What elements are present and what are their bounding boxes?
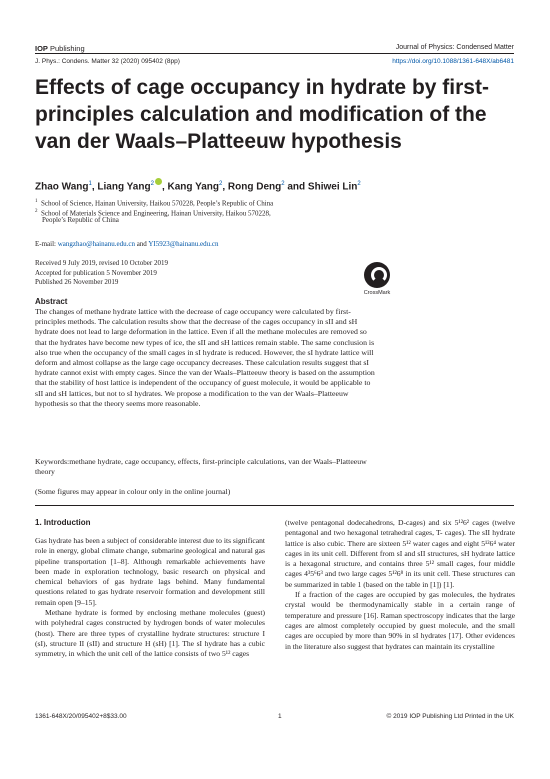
abstract-heading: Abstract: [35, 297, 68, 306]
paper-title: Effects of cage occupancy in hydrate by first-principles calculation and modification of the van der Waals–Platteeuw hypothesis: [35, 76, 489, 153]
author-name: Kang Yang: [167, 181, 219, 193]
article-dates: [35, 259, 168, 288]
paragraph: (twelve pentagonal dodecahedrons, D-cages) and six 5¹²6² cages (twelve pentagonal and two hexagonal tetrahedral cages, T- cages). The sII hydrate lattice is also cubic. There are sixteen 5¹² water cages and eight 5¹²6⁴ water cages in its unit cell. Different from sI and sII structures, sH hydrate lattice is a hexagonal structure, and contains three 5¹² small cages, four middle cages 4³5⁶6³ and two large cages 5¹²6⁸ in its unit cell. These structures can be summarized in table 1 (based on the table in [1]) [1].: [285, 518, 515, 589]
author-name: Shiwei Lin: [307, 181, 358, 193]
accepted-date: Accepted for publication 5 November 2019: [35, 268, 157, 277]
left-column: [35, 536, 265, 660]
running-header: [35, 44, 514, 58]
affiliation-mark[interactable]: 1: [88, 181, 92, 187]
paragraph: Methane hydrate is formed by enclosing methane molecules (guest) with polyhedral cages constructed by hydrogen bonds of water molecules (host). There are three types of crystalline hydrate structures: structure I (sI), structure II (sII) and structure H (sH) [1]. The sI hydrate has a cubic symmetry, in which the unit cell of the lattice consists of two 5¹² cages: [35, 608, 265, 659]
author-name: Liang Yang: [97, 181, 151, 193]
author-name: Zhao Wang: [35, 181, 89, 193]
publisher-logo: IOP Publishing: [35, 44, 85, 53]
crossmark-badge[interactable]: CrossMark: [360, 262, 394, 296]
affiliation-mark[interactable]: 2: [357, 181, 361, 187]
author-name: Rong Deng: [227, 181, 282, 193]
affiliation: People’s Republic of China: [42, 216, 119, 224]
received-date: Received 9 July 2019, revised 10 October 2019: [35, 259, 168, 267]
affiliation: $^2$ School of Materials Science and Engineering, Hainan University, Haikou 570228,: [35, 209, 271, 218]
email-link[interactable]: wangzhao@hainanu.edu.cn: [57, 240, 135, 248]
section-heading: 1. Introduction: [35, 518, 91, 527]
section-rule: [35, 505, 514, 506]
journal-name: Journal of Physics: Condensed Matter: [395, 44, 514, 51]
footer-issn: 1361-648X/20/095402+8$33.00: [35, 713, 127, 720]
affiliation: $^1$ School of Science, Hainan University, Haikou 570228, People’s Republic of China: [35, 199, 274, 208]
published-date: Published 26 November 2019: [35, 278, 119, 286]
crossmark-icon: [364, 262, 390, 288]
footer-copyright: © 2019 IOP Publishing Ltd Printed in the UK: [386, 713, 514, 720]
author-list: Zhao Wang$^1$, Liang Yang$^2$ , Kang Yang$^2$, Rong Deng$^2$ and Shiwei Lin$^2$: [35, 178, 361, 192]
doi-link[interactable]: https://doi.org/10.1088/1361-648X/ab6481: [392, 58, 514, 65]
keywords: Keywords:methane hydrate, cage occupancy, effects, first-principle calculations, van der Waals–Platteeuw theory: [35, 457, 367, 477]
paragraph: Gas hydrate has been a subject of considerable interest due to its significant role in energy, global climate change, submarine geological and natural gas pipeline transportation [1–8]. Although remarkable achievements have been made in exploration technology, basic research on physical and chemical behaviors of gas hydrate lags behind. Many fundamental questions related to gas hydrate reservoir formation and development still remain open [9–15].: [35, 536, 265, 607]
paragraph: If a fraction of the cages are occupied by gas molecules, the hydrates crystal would be thermodynamically stable in a certain range of temperature and pressure [16]. Raman spectroscopy indicates that the large cages are almost completely occupied by guest molecule, and the small cages are occupied by more than 90% in sI hydrates [17]. Other evidences in the literature also suggest that hydrates can maintain its crystalline: [285, 590, 515, 651]
affiliation-mark[interactable]: 2: [150, 181, 154, 187]
affiliation-mark[interactable]: 2: [219, 181, 223, 187]
abstract-text: The changes of methane hydrate lattice with the decrease of cage occupancy were calculated by first-principles methods. The calculation results show that the decrease of the cages occupancy in sII and sH hydrate does not lead to large deformation in the lattice. Even if all the methane molecules are removed so that the hydrates have become new types of ice, the sII and sH lattices remain stable. The same conclusion is also true when the occupancy of the small cages in sI hydrate is reduced. However, the sI hydrate lattice will deform and almost collapse as the large cage occupancy decreases. These calculation results suggest that sI hydrate cannot exist with empty cages. Since the van der Waals–Platteeuw theory is based on the assumption that the stability of host lattice is independent of the occupancy of guest molecule, it would be applicable to sII and sH lattices, but not to sI hydrates. We propose a modification to the van der Waals–Platteeuw hypothesis so that the theory seems more reasonable.: [35, 307, 375, 408]
colour-note: (Some figures may appear in colour only in the online journal): [35, 487, 231, 496]
citation: J. Phys.: Condens. Matter 32 (2020) 095402 (8pp): [35, 58, 180, 65]
email-link[interactable]: YI5923@hainanu.edu.cn: [148, 240, 219, 248]
right-column: [285, 518, 515, 652]
page-number: 1: [278, 713, 282, 720]
affiliation-mark[interactable]: 2: [281, 181, 285, 187]
email-line: E-mail: wangzhao@hainanu.edu.cn and YI5923@hainanu.edu.cn: [35, 240, 219, 248]
orcid-icon[interactable]: [155, 178, 162, 185]
header-rule: [35, 53, 514, 54]
